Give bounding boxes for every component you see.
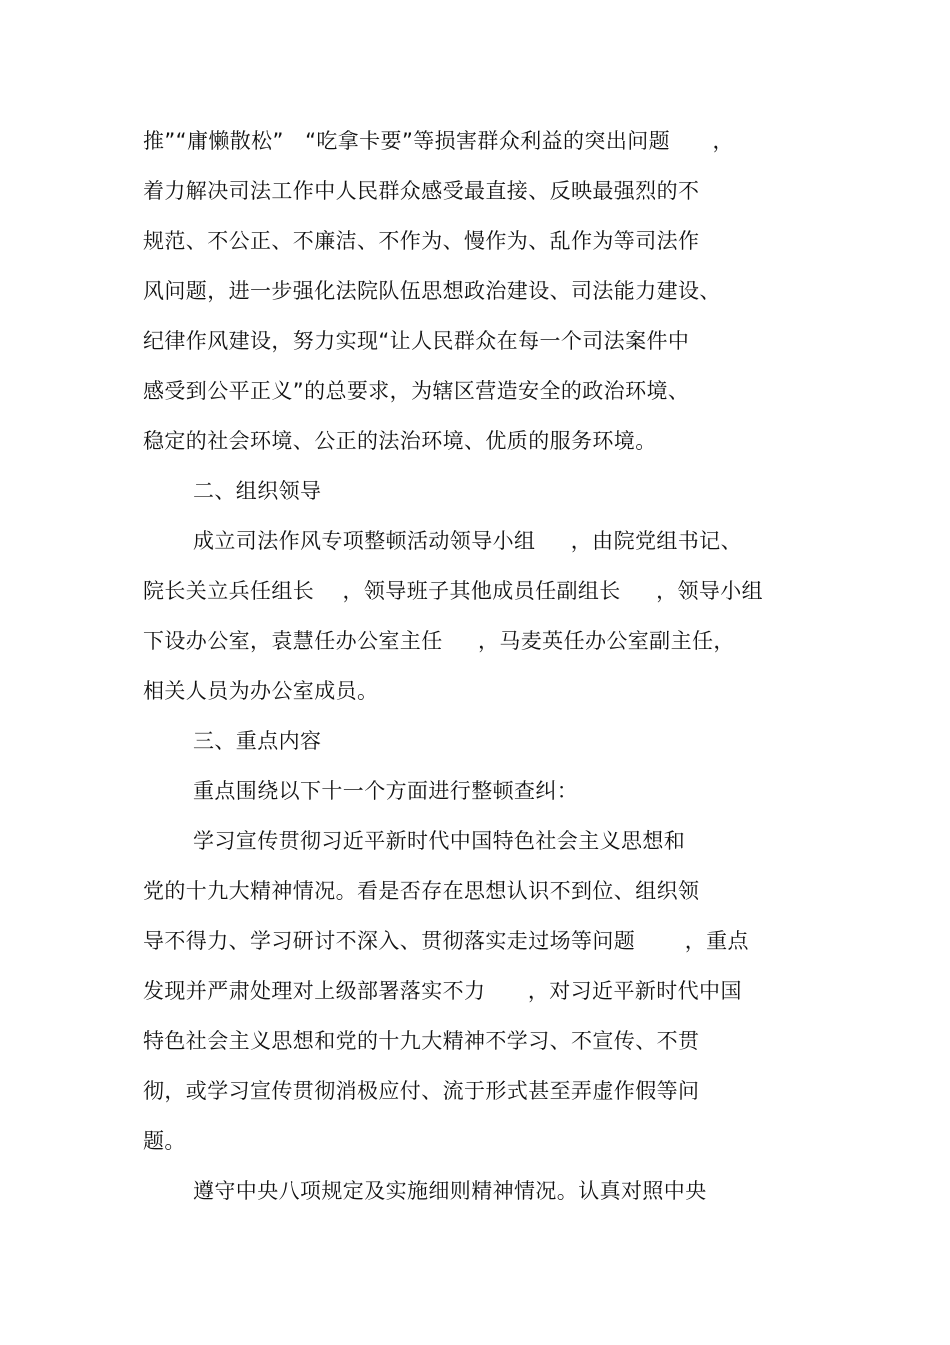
text-line: 着力解决司法工作中人民群众感受最直接、反映最强烈的不 [143,179,700,203]
text-line: 规范、不公正、不廉洁、不作为、慢作为、乱作为等司法作 [143,229,700,253]
text-line: 推”“庸懒散松” “吃拿卡要”等损害群众利益的突出问题 ， [143,129,734,153]
text-line: 特色社会主义思想和党的十九大精神不学习、不宣传、不贯 [143,1029,700,1053]
text-line: 成立司法作风专项整顿活动领导小组 ，由院党组书记、 [193,529,742,553]
text-line: 遵守中央八项规定及实施细则精神情况。认真对照中央 [193,1179,707,1203]
text-line: 相关人员为办公室成员。 [143,679,379,703]
text-line: 彻，或学习宣传贯彻消极应付、流于形式甚至弄虚作假等问 [143,1079,700,1103]
text-line: 院长关立兵任组长 ，领导班子其他成员任副组长 ，领导小组 [143,579,764,603]
text-line: 下设办公室，袁慧任办公室主任 ，马麦英任办公室副主任， [143,629,735,653]
text-line: 稳定的社会环境、公正的法治环境、优质的服务环境。 [143,429,657,453]
text-line: 题。 [143,1129,186,1153]
text-line: 感受到公平正义”的总要求，为辖区营造安全的政治环境、 [143,379,690,403]
text-line: 发现并严肃处理对上级部署落实不力 ，对习近平新时代中国 [143,979,742,1003]
text-line: 导不得力、学习研讨不深入、贯彻落实走过场等问题 ，重点 [143,929,749,953]
text-line: 党的十九大精神情况。看是否存在思想认识不到位、组织领 [143,879,700,903]
text-line: 风问题，进一步强化法院队伍思想政治建设、司法能力建设、 [143,279,721,303]
text-line: 学习宣传贯彻习近平新时代中国特色社会主义思想和 [193,829,686,853]
text-line: 纪律作风建设，努力实现“让人民群众在每一个司法案件中 [143,329,690,353]
text-line: 重点围绕以下十一个方面进行整顿查纠： [193,779,579,803]
section-heading: 二、组织领导 [193,479,322,503]
section-heading: 三、重点内容 [193,729,322,753]
